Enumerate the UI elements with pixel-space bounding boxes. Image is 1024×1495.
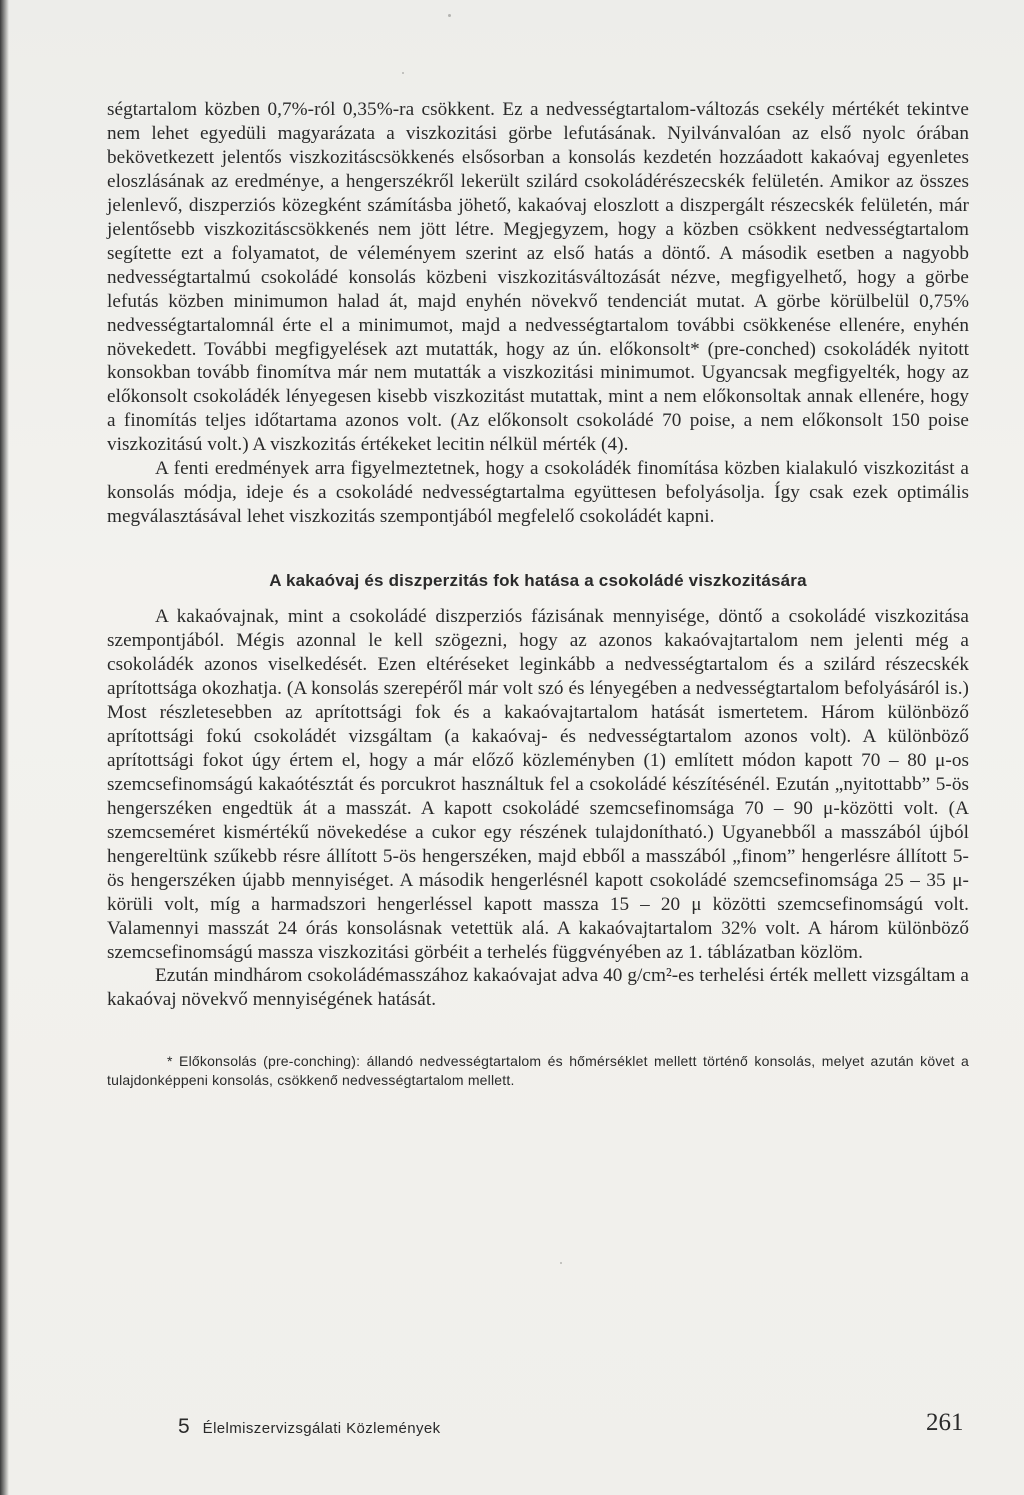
page-number: 261 xyxy=(926,1409,964,1436)
paragraph-2: A fenti eredmények arra figyelmeztetnek, hogy a csokoládék finomítása közben kialakuló viszkozitást a konsolás módja, ideje és a csokoládé nedvességtartalma együttesen befolyásolja. Így csak ezek optimális megválasztásával lehet viszkozitás szempontjából megfelelő csokoládét kapni. xyxy=(107,458,969,528)
sheet-number: 5 xyxy=(178,1415,191,1438)
paragraph-4: Ezután mindhárom csokoládémasszához kakaóvajat adva 40 g/cm²-es terhelési érték mellett vizsgáltam a kakaóvaj növekvő mennyiségének hatását. xyxy=(107,965,969,1011)
footer-journal xyxy=(178,1415,441,1439)
paragraph-3: A kakaóvajnak, mint a csokoládé diszperziós fázisának mennyisége, döntő a csokoládé viszkozitása szempontjából. Mégis azonnal le kell szögezni, hogy az azonos kakaóvajtartalom nem jelenti még a csokoládék azonos viselkedését. Ezen eltéréseket leginkább a nedvességtartalom és a szilárd részecskék aprítottsága okozhatja. (A konsolás szerepéről már volt szó és lényegében a nedvességtartalom befolyásáról is.) Most részletesebben az aprítottsági fok és a kakaóvajtartalom hatását ismertetem. Három különböző aprítottsági fokú csokoládét vizsgáltam (a kakaóvaj- és nedvességtartalom azonos volt). A különböző aprítottsági fokot úgy értem el, hogy a már előző közleményben (1) említett módon kapott 70 – 80 μ-os szemcsefinomságú kakaótésztát és porcukrot használtuk fel a csokoládé készítésénél. Ezután „nyitottabb” 5-ös hengerszéken engedtük át a masszát. A kapott csokoládé szemcsefinomsága 70 – 90 μ-közötti volt. (A szemcseméret kismértékű növekedése a cukor egy részének tulajdonítható.) Ugyanebből a masszából újból hengereltünk szűkebb résre állított 5-ös hengerszéken, majd ebből a masszából „finom” hengerlésre állított 5-ös hengerszéken újabb mennyiséget. A második hengerlésnél kapott csokoládé szemcsefinomsága 25 – 35 μ-körüli volt, míg a harmadszori hengerléssel kapott massza 15 – 20 μ közötti szemcsefinomságú volt. Valamennyi masszát 24 órás konsolásnak vetettük alá. A kakaóvajtartalom 32% volt. A három különböző szemcsefinomságú massza viszkozitási görbéit a terhelés függvényében az 1. táblázatban közlöm. xyxy=(107,606,969,963)
scan-speck xyxy=(402,72,404,74)
scan-speck xyxy=(448,14,451,17)
binding-edge-shadow xyxy=(0,0,9,1495)
paragraph-1: ségtartalom közben 0,7%-ról 0,35%-ra csökkent. Ez a nedvességtartalom-változás csekély mértékét tekintve nem lehet egyedüli magyarázata a viszkozitási görbe lefutásának. Nyilvánvalóan az első nyolc órában bekövetkezett jelentős viszkozitáscsökkenés elsősorban a konsolás kezdetén hozzáadott kakaóvaj egyenletes eloszlásának az eredménye, a hengerszékről lekerült szilárd csokoládérészecskék felületén. Amikor az összes jelenlevő, diszperziós közegként számításba jöhető, kakaóvaj eloszlott a diszpergált részecskék felületén, már jelentősebb viszkozitáscsökkenés nem jött létre. Megjegyzem, hogy a közben csökkent nedvességtartalom segítette ezt a folyamatot, de véleményem szerint az első hatás a döntő. A második esetben a nagyobb nedvességtartalmú csokoládé konsolás közbeni viszkozitásváltozását nézve, megfigyelhető, hogy a görbe lefutás közben minimumon halad át, majd enyhén növekvő tendenciát mutat. A görbe körülbelül 0,75% nedvességtartalomnál érte el a minimumot, majd a nedvességtartalom további csökkenése ellenére, enyhén növekedett. További megfigyelések azt mutatták, hogy az ún. előkonsolt* (pre-conched) csokoládék nyitott konsokban tovább finomítva már nem mutatták a viszkozitási minimumot. Ugyancsak megfigyelték, hogy az előkonsolt csokoládék lényegesen kisebb viszkozitást mutattak, mint a nem előkonsoltak annak ellenére, hogy a finomítás teljes időtartama azonos volt. (Az előkonsolt csokoládé 70 poise, a nem előkonsolt 150 poise viszkozitású volt.) A viszkozitás értékeket lecitin nélkül mérték (4). xyxy=(107,99,969,456)
journal-title: Élelmiszervizsgálati Közlemények xyxy=(202,1420,441,1437)
scan-speck xyxy=(560,1262,562,1264)
footnote: * Előkonsolás (pre-conching): állandó nedvességtartalom és hőmérséklet mellett történő konsolás, melyet azután követ a tulajdonképpeni konsolás, csökkenő nedvességtartalom mellett. xyxy=(107,1053,969,1089)
main-text xyxy=(107,98,969,1090)
section-heading: A kakaóvaj és diszperzitás fok hatása a csokoládé viszkozitására xyxy=(269,571,807,591)
